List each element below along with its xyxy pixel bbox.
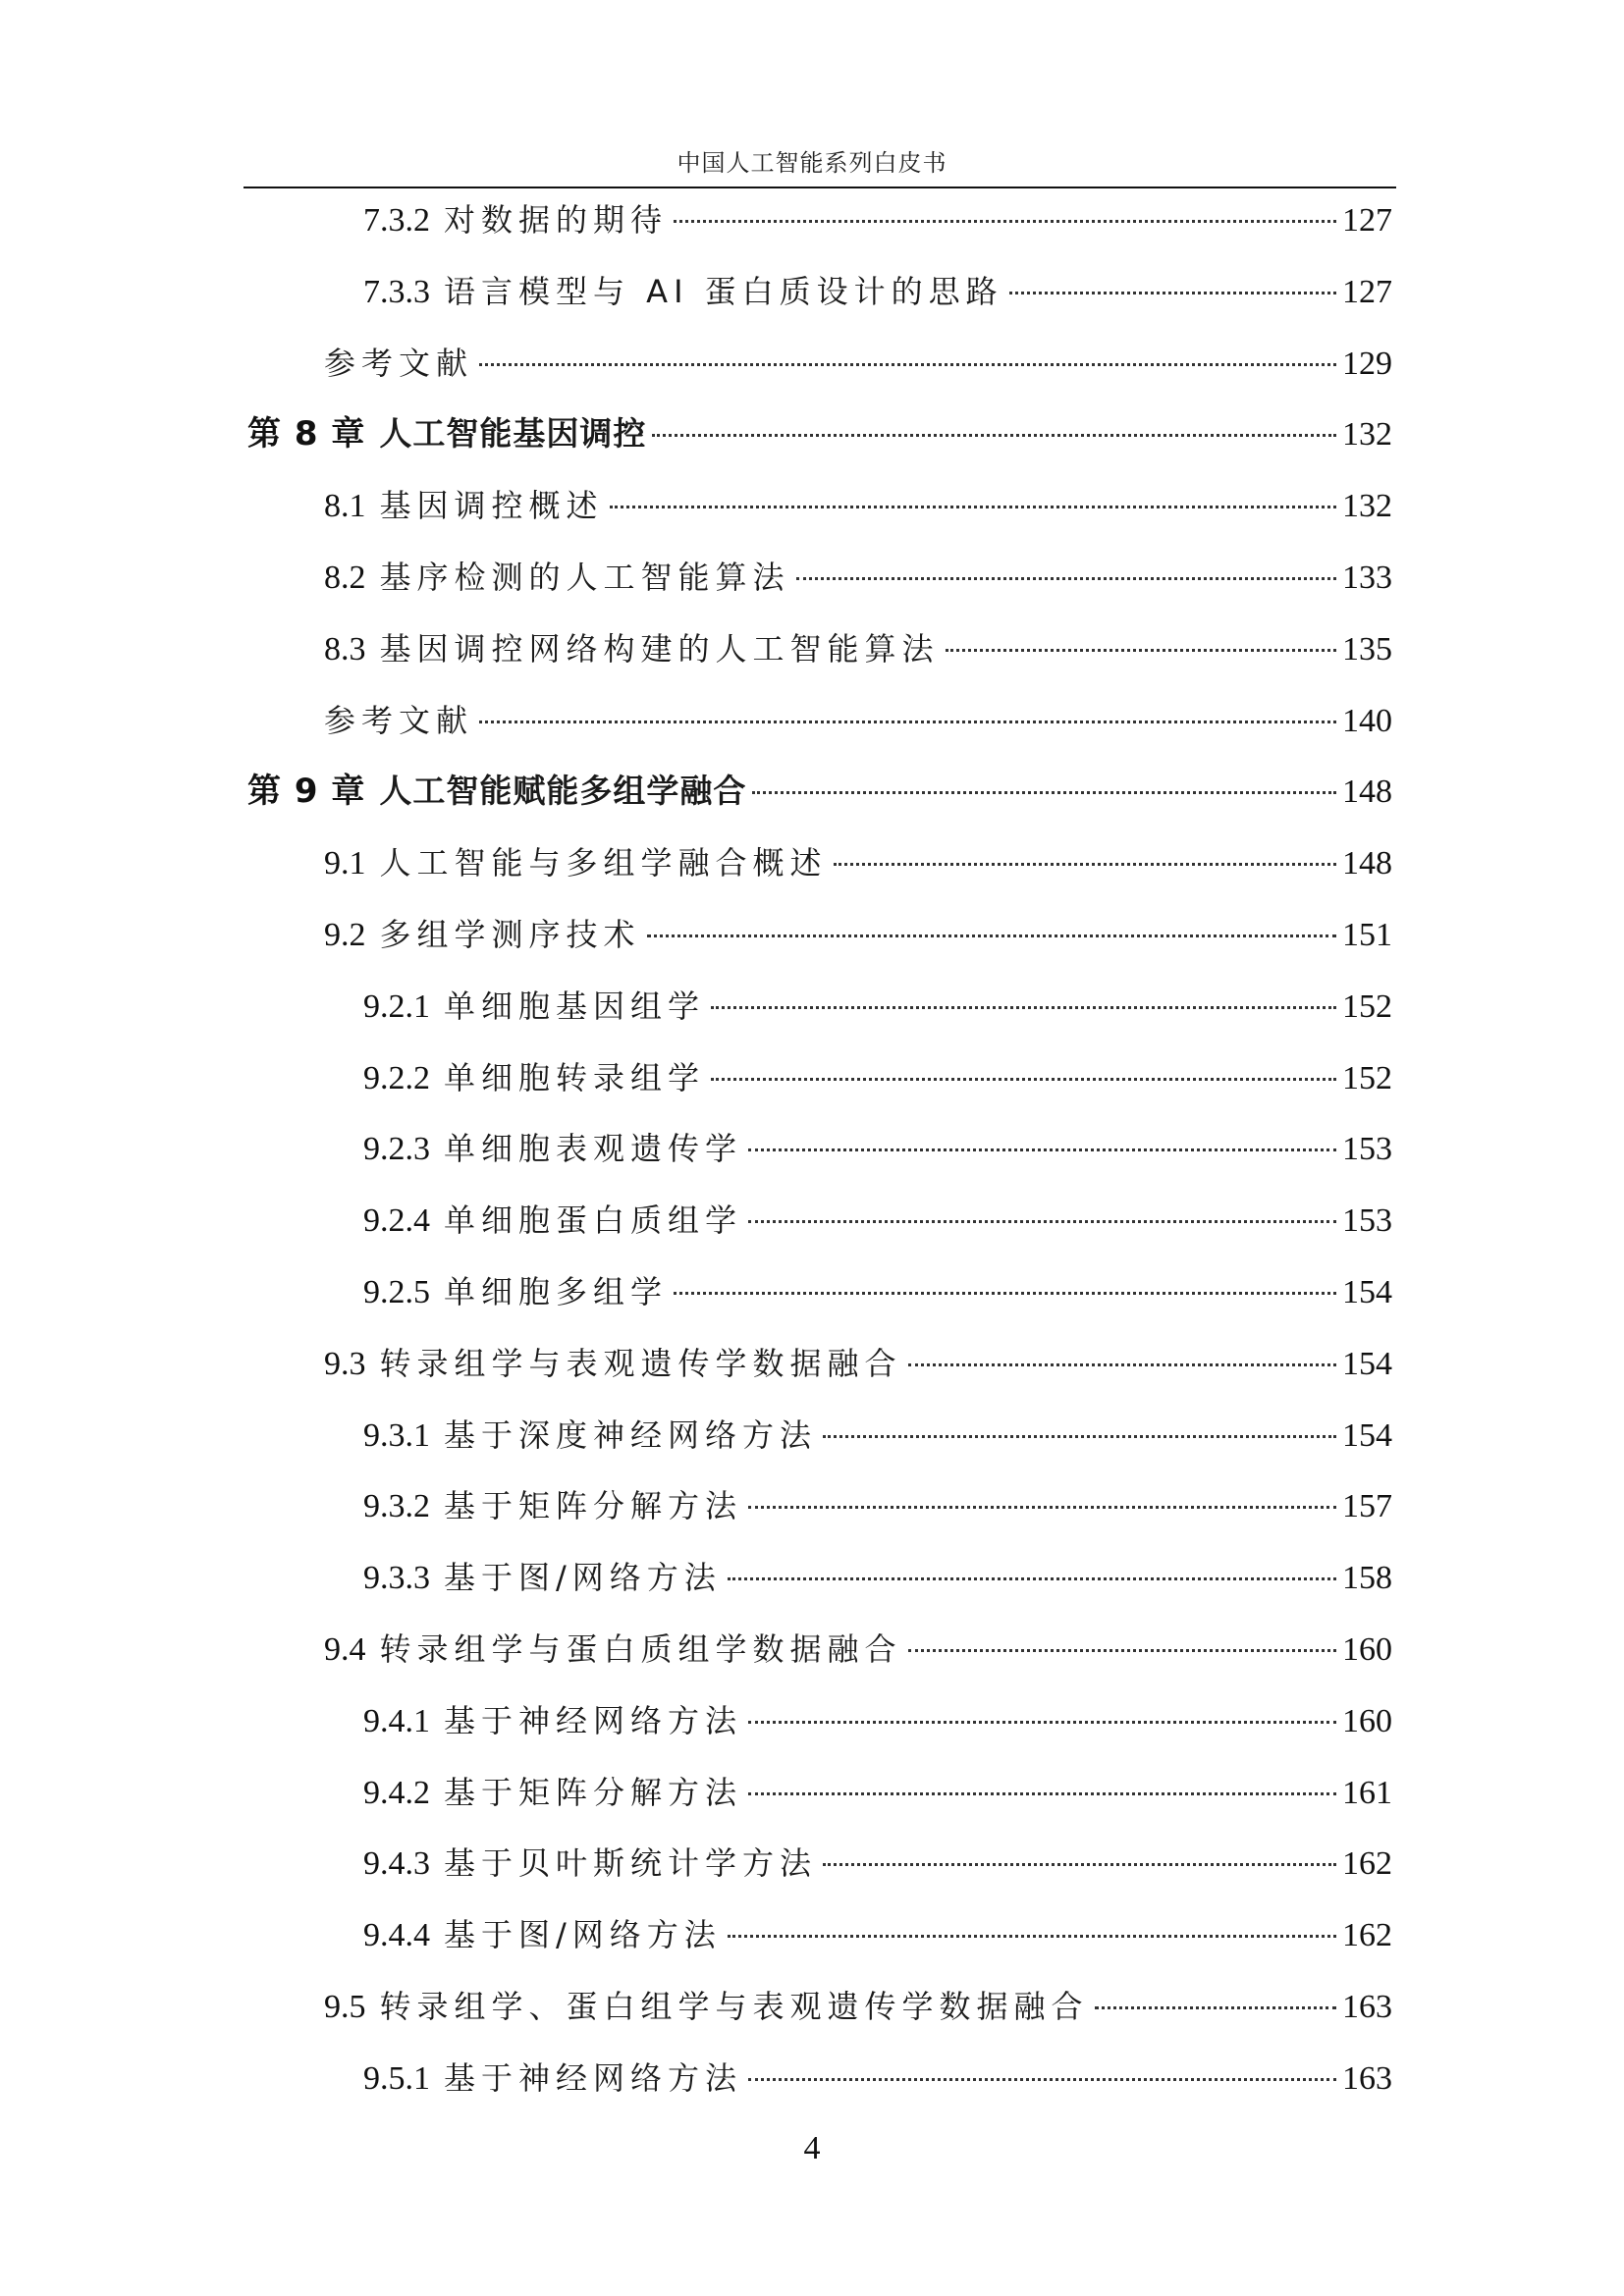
- toc-entry-page: 148: [1342, 774, 1392, 811]
- toc-entry-page: 163: [1342, 2059, 1392, 2097]
- toc-entry-number: 9.3: [324, 1345, 366, 1382]
- toc-entry-page: 135: [1342, 630, 1392, 667]
- toc-entry[interactable]: [363, 1762, 1392, 1823]
- toc-entry[interactable]: [363, 1405, 1392, 1466]
- toc-entry-number: 9.4.2: [363, 1774, 430, 1811]
- toc-dot-leader: [728, 1935, 1336, 1938]
- toc-entry-title: 基于矩阵分解方法: [444, 1487, 743, 1525]
- toc-entry-title: 基因调控网络构建的人工智能算法: [379, 629, 940, 667]
- toc-entry-number: 8.2: [324, 560, 366, 596]
- toc-entry[interactable]: [363, 1261, 1392, 1322]
- toc-entry[interactable]: [363, 2048, 1392, 2109]
- toc-entry-page: 153: [1342, 1131, 1392, 1168]
- toc-entry-title: 基于神经网络方法: [444, 1701, 743, 1739]
- toc-entry-title: 转录组学、蛋白组学与表观遗传学数据融合: [379, 1988, 1089, 2025]
- toc-entry[interactable]: [324, 1333, 1392, 1394]
- toc-entry-title: 多组学测序技术: [379, 916, 641, 953]
- toc-entry-number: 8.3: [324, 630, 366, 667]
- toc-entry-title: 基于神经网络方法: [444, 2058, 743, 2097]
- toc-entry-title: 参考文献: [324, 344, 474, 382]
- toc-entry-title: 基于图/网络方法: [444, 1916, 722, 1954]
- toc-dot-leader: [748, 1220, 1336, 1223]
- toc-entry[interactable]: [363, 976, 1392, 1037]
- toc-entry[interactable]: [363, 1833, 1392, 1894]
- header-rule: [244, 187, 1396, 188]
- toc-dot-leader: [748, 1721, 1336, 1724]
- toc-entry-number: 9.3.1: [363, 1416, 430, 1454]
- toc-entry-page: 158: [1342, 1560, 1392, 1597]
- toc-dot-leader: [711, 1006, 1336, 1009]
- toc-entry-title: 对数据的期待: [444, 201, 669, 239]
- toc-entry[interactable]: [247, 761, 1392, 822]
- toc-entry[interactable]: [363, 1047, 1392, 1108]
- toc-entry-title: 基序检测的人工智能算法: [379, 559, 790, 596]
- toc-entry-number: 9.3.3: [363, 1560, 430, 1597]
- toc-entry-page: 132: [1342, 488, 1392, 525]
- toc-entry-number: 第 8 章: [247, 414, 366, 454]
- toc-entry[interactable]: [324, 690, 1392, 751]
- toc-entry[interactable]: [324, 904, 1392, 965]
- toc-entry-page: 154: [1342, 1416, 1392, 1454]
- toc-entry-title: 转录组学与表观遗传学数据融合: [379, 1344, 902, 1382]
- toc-entry[interactable]: [247, 403, 1392, 464]
- toc-entry-page: 148: [1342, 845, 1392, 882]
- toc-entry-number: 9.2.3: [363, 1131, 430, 1168]
- toc-entry-title: 基因调控概述: [379, 487, 604, 525]
- toc-entry-page: 152: [1342, 988, 1392, 1025]
- toc-entry-number: 9.4.4: [363, 1917, 430, 1954]
- running-header: 中国人工智能系列白皮书: [677, 149, 947, 177]
- toc-entry[interactable]: [363, 1547, 1392, 1608]
- toc-entry[interactable]: [363, 1690, 1392, 1751]
- toc-dot-leader: [823, 1435, 1336, 1438]
- toc-dot-leader: [479, 721, 1336, 723]
- toc-entry-number: 8.1: [324, 488, 366, 525]
- toc-entry-page: 127: [1342, 202, 1392, 239]
- toc-entry[interactable]: [324, 1976, 1392, 2037]
- toc-entry-page: 152: [1342, 1059, 1392, 1096]
- toc-entry-title: 单细胞蛋白质组学: [444, 1201, 743, 1240]
- toc-dot-leader: [647, 934, 1336, 937]
- toc-dot-leader: [946, 649, 1336, 652]
- toc-dot-leader: [823, 1863, 1336, 1866]
- toc-dot-leader: [1009, 292, 1336, 294]
- toc-dot-leader: [711, 1078, 1336, 1081]
- toc-entry-number: 9.5: [324, 1989, 366, 2025]
- toc-entry-page: 132: [1342, 416, 1392, 454]
- toc-entry-number: 第 9 章: [247, 772, 366, 812]
- toc-entry-number: 9.4.1: [363, 1702, 430, 1739]
- toc-entry-title: 人工智能赋能多组学融合: [379, 772, 747, 811]
- toc-dot-leader: [1095, 2006, 1336, 2009]
- toc-entry-title: 单细胞表观遗传学: [444, 1130, 743, 1168]
- toc-entry-number: 9.5.1: [363, 2059, 430, 2097]
- toc-entry-number: 9.4: [324, 1631, 366, 1668]
- toc-entry[interactable]: [324, 618, 1392, 679]
- toc-entry[interactable]: [363, 1475, 1392, 1536]
- toc-entry[interactable]: [324, 333, 1392, 394]
- toc-dot-leader: [748, 1792, 1336, 1795]
- toc-entry-title: 基于贝叶斯统计学方法: [444, 1844, 818, 1883]
- toc-entry-title: 基于矩阵分解方法: [444, 1773, 743, 1811]
- toc-entry-page: 133: [1342, 560, 1392, 596]
- toc-entry-title: 人工智能基因调控: [379, 414, 647, 454]
- toc-dot-leader: [748, 1148, 1336, 1151]
- toc-dot-leader: [908, 1649, 1336, 1652]
- toc-entry-title: 转录组学与蛋白质组学数据融合: [379, 1630, 902, 1668]
- toc-entry[interactable]: [363, 1118, 1392, 1179]
- toc-entry-title: 单细胞转录组学: [444, 1058, 706, 1096]
- toc-entry-title: 单细胞多组学: [444, 1273, 669, 1310]
- toc-entry[interactable]: [324, 547, 1392, 608]
- toc-entry-page: 140: [1342, 702, 1392, 739]
- toc-entry[interactable]: [324, 1619, 1392, 1680]
- toc-entry-title: 单细胞基因组学: [444, 987, 706, 1025]
- toc-dot-leader: [652, 434, 1336, 437]
- toc-entry-page: 161: [1342, 1774, 1392, 1811]
- toc-entry-page: 153: [1342, 1202, 1392, 1240]
- toc-entry-page: 162: [1342, 1845, 1392, 1883]
- toc-entry[interactable]: [363, 261, 1392, 322]
- toc-entry-page: 157: [1342, 1488, 1392, 1525]
- toc-entry-number: 7.3.2: [363, 202, 430, 239]
- toc-entry-number: 9.2.2: [363, 1059, 430, 1096]
- toc-entry-page: 163: [1342, 1989, 1392, 2025]
- toc-entry-page: 154: [1342, 1345, 1392, 1382]
- toc-dot-leader: [674, 220, 1336, 223]
- toc-entry-page: 160: [1342, 1702, 1392, 1739]
- toc-dot-leader: [796, 577, 1336, 580]
- toc-dot-leader: [728, 1577, 1336, 1580]
- toc-dot-leader: [908, 1363, 1336, 1366]
- toc-dot-leader: [748, 1506, 1336, 1509]
- toc-entry-page: 162: [1342, 1917, 1392, 1954]
- toc-entry-number: 9.2.4: [363, 1202, 430, 1240]
- toc-entry[interactable]: [324, 832, 1392, 893]
- toc-dot-leader: [834, 863, 1336, 866]
- toc-entry-number: 7.3.3: [363, 273, 430, 310]
- toc-entry-title: 基于深度神经网络方法: [444, 1415, 818, 1454]
- toc-dot-leader: [748, 2078, 1336, 2081]
- toc-entry-title: 基于图/网络方法: [444, 1559, 722, 1597]
- toc-entry[interactable]: [324, 475, 1392, 536]
- toc-dot-leader: [610, 506, 1336, 508]
- toc-dot-leader: [674, 1292, 1336, 1295]
- toc-entry-title: 人工智能与多组学融合概述: [379, 844, 828, 882]
- toc-dot-leader: [479, 363, 1336, 366]
- page-number: 4: [803, 2130, 821, 2166]
- toc-entry-page: 154: [1342, 1274, 1392, 1310]
- toc-entry-title: 语言模型与 AI 蛋白质设计的思路: [444, 272, 1003, 310]
- toc-entry-number: 9.1: [324, 845, 366, 882]
- toc-dot-leader: [752, 791, 1336, 794]
- toc-entry[interactable]: [363, 1190, 1392, 1251]
- toc-entry-page: 129: [1342, 345, 1392, 382]
- toc-entry-title: 参考文献: [324, 701, 474, 739]
- toc-entry[interactable]: [363, 1904, 1392, 1965]
- toc-entry-number: 9.4.3: [363, 1845, 430, 1883]
- toc-entry-page: 160: [1342, 1631, 1392, 1668]
- toc-entry-number: 9.3.2: [363, 1488, 430, 1525]
- toc-entry-number: 9.2.1: [363, 988, 430, 1025]
- toc-entry-page: 151: [1342, 917, 1392, 953]
- toc-entry[interactable]: [363, 189, 1392, 250]
- toc-entry-number: 9.2: [324, 917, 366, 953]
- toc-entry-page: 127: [1342, 273, 1392, 310]
- toc-entry-number: 9.2.5: [363, 1274, 430, 1310]
